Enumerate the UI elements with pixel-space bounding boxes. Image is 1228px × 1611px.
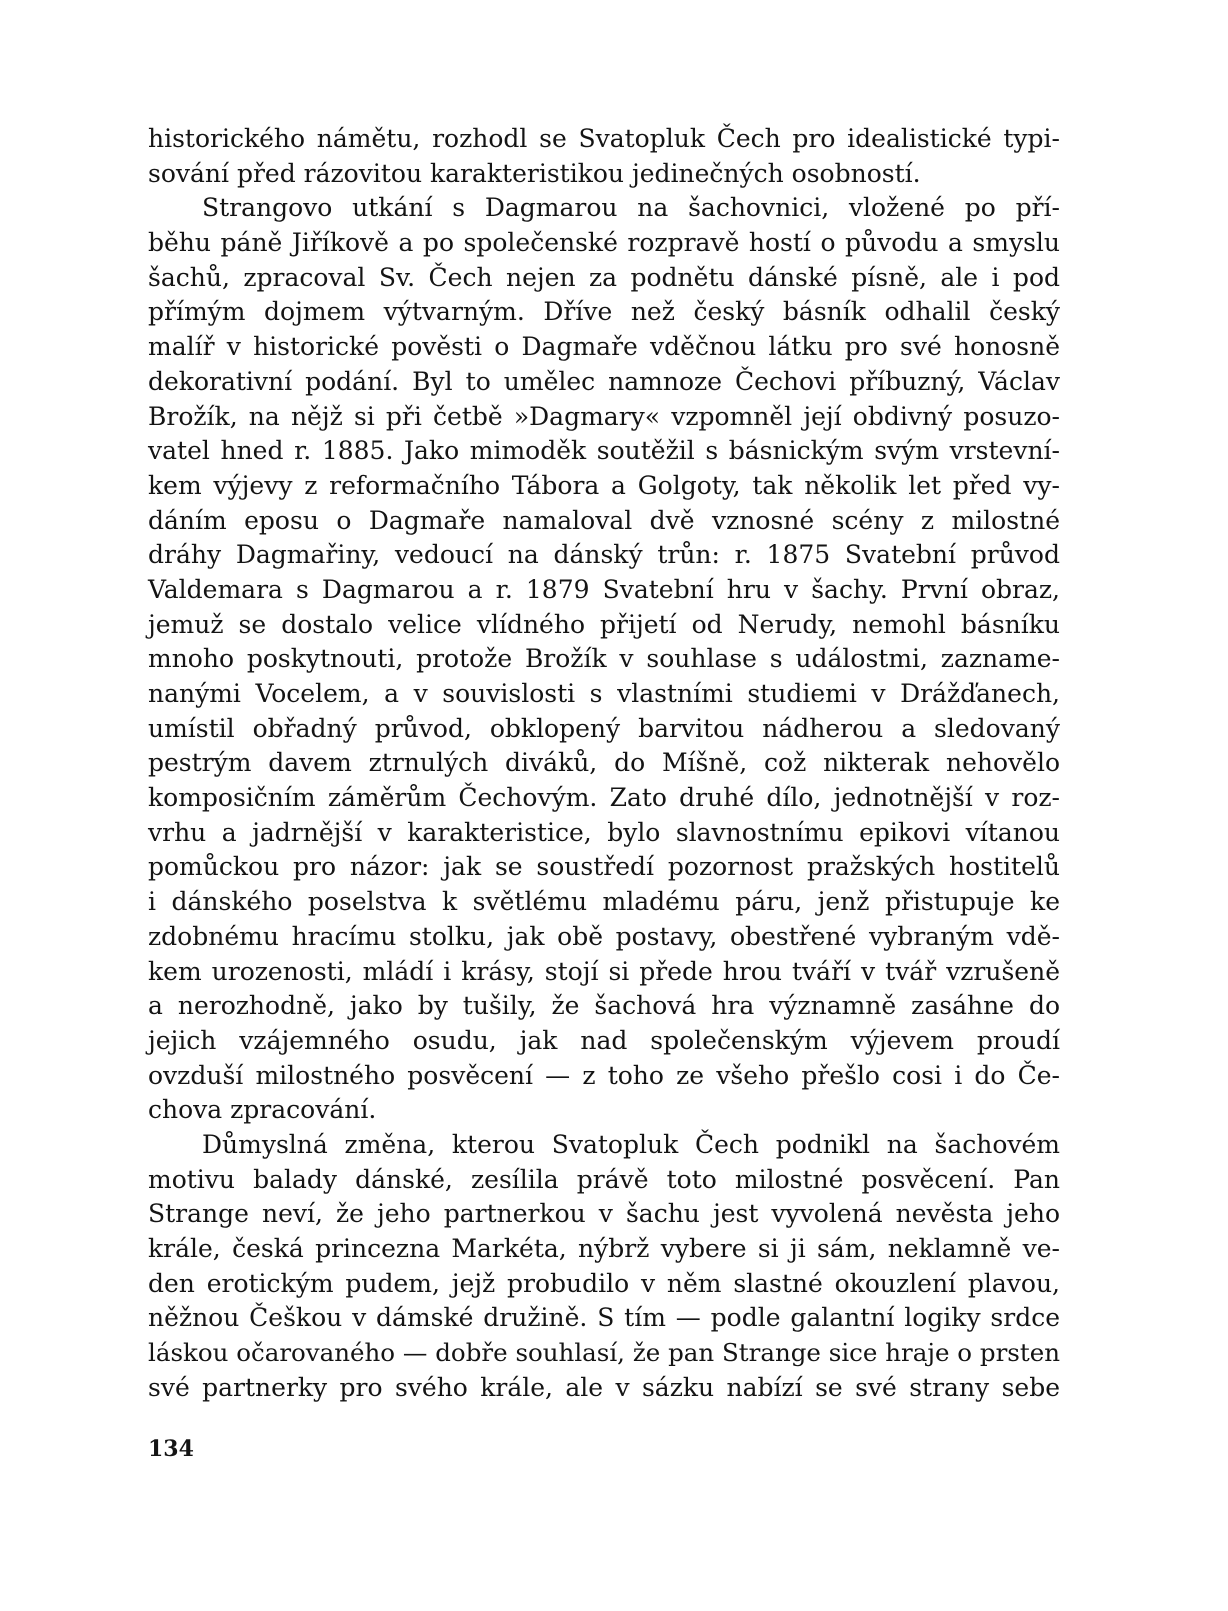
text-line: dekorativní podání. Byl to umělec namnoze Čechovi příbuzný, Václav	[148, 366, 1060, 396]
text-line: láskou očarovaného — dobře souhlasí, že pan Strange sice hraje o prsten	[148, 1338, 1060, 1368]
text-line: historického námětu, rozhodl se Svatopluk Čech pro idealistické typi-	[148, 124, 1060, 153]
text-line: umístil obřadný průvod, obklopený barvitou nádherou a sledovaný	[148, 713, 1060, 743]
text-line: den erotickým pudem, jejž probudilo v něm slastné okouzlení plavou,	[148, 1268, 1060, 1298]
text-line: dáním eposu o Dagmaře namaloval dvě vznosné scény z milostné	[148, 505, 1060, 535]
text-line: přímým dojmem výtvarným. Dříve než český básník odhalil český	[148, 297, 1060, 327]
page-number: 134	[148, 1436, 194, 1462]
text-line: něžnou Češkou v dámské družině. S tím — podle galantní logiky srdce	[148, 1303, 1060, 1333]
text-line: dráhy Dagmařiny, vedoucí na dánský trůn: r. 1875 Svatební průvod	[148, 540, 1060, 570]
text-line: malíř v historické pověsti o Dagmaře vděčnou látku pro své honosně	[148, 332, 1060, 362]
text-line: Strange neví, že jeho partnerkou v šachu jest vyvolená nevěsta jeho	[148, 1199, 1060, 1229]
text-line: ovzduší milostného posvěcení — z toho ze všeho přešlo cosi i do Če-	[148, 1060, 1060, 1090]
text-line: nanými Vocelem, a v souvislosti s vlastními studiemi v Drážďanech,	[148, 679, 1060, 708]
paragraph-start-line: Důmyslná změna, kterou Svatopluk Čech podnikl na šachovém	[202, 1129, 1060, 1159]
text-line: jejich vzájemného osudu, jak nad společenským výjevem proudí	[148, 1025, 1060, 1055]
text-line: chova zpracování.	[148, 1095, 377, 1125]
text-line: pomůckou pro názor: jak se soustředí pozornost pražských hostitelů	[148, 852, 1060, 882]
text-line: vatel hned r. 1885. Jako mimoděk soutěžil s básnickým svým vrstevní-	[148, 436, 1060, 466]
text-line: pestrým davem ztrnulých diváků, do Míšně, což nikterak nehovělo	[148, 748, 1060, 778]
text-line: zdobnému hracímu stolku, jak obě postavy, obestřené vybraným vdě-	[148, 921, 1060, 951]
text-line: a nerozhodně, jako by tušily, že šachová hra významně zasáhne do	[148, 991, 1060, 1021]
text-line: běhu páně Jiříkově a po společenské rozpravě hostí o původu a smyslu	[148, 228, 1060, 258]
text-line: Valdemara s Dagmarou a r. 1879 Svatební hru v šachy. První obraz,	[148, 574, 1060, 604]
text-line: sování před rázovitou karakteristikou jedinečných osobností.	[148, 158, 921, 188]
text-line: i dánského poselstva k světlému mladému páru, jenž přistupuje ke	[148, 887, 1060, 917]
text-line: své partnerky pro svého krále, ale v sázku nabízí se své strany sebe	[148, 1372, 1060, 1402]
text-line: komposičním záměrům Čechovým. Zato druhé dílo, jednotnější v roz-	[148, 783, 1060, 813]
text-line: motivu balady dánské, zesílila právě toto milostné posvěcení. Pan	[148, 1164, 1060, 1194]
text-line: kem urozenosti, mládí i krásy, stojí si přede hrou tváří v tvář vzrušeně	[148, 956, 1060, 986]
text-line: šachů, zpracoval Sv. Čech nejen za podnětu dánské písně, ale i pod	[148, 262, 1060, 292]
text-line: kem výjevy z reformačního Tábora a Golgoty, tak několik let před vy-	[148, 470, 1060, 500]
paragraph-start-line: Strangovo utkání s Dagmarou na šachovnici, vložené po pří-	[202, 193, 1060, 223]
text-line: jemuž se dostalo velice vlídného přijetí od Nerudy, nemohl básníku	[148, 609, 1060, 639]
text-line: vrhu a jadrnější v karakteristice, bylo slavnostnímu epikovi vítanou	[148, 817, 1060, 847]
text-line: mnoho poskytnouti, protože Brožík v souhlase s událostmi, zazname-	[148, 644, 1060, 674]
text-line: Brožík, na nějž si při četbě »Dagmary« vzpomněl její obdivný posuzo-	[148, 401, 1060, 431]
body-text	[148, 122, 1060, 1405]
text-line: krále, česká princezna Markéta, nýbrž vybere si ji sám, neklamně ve-	[148, 1234, 1060, 1263]
